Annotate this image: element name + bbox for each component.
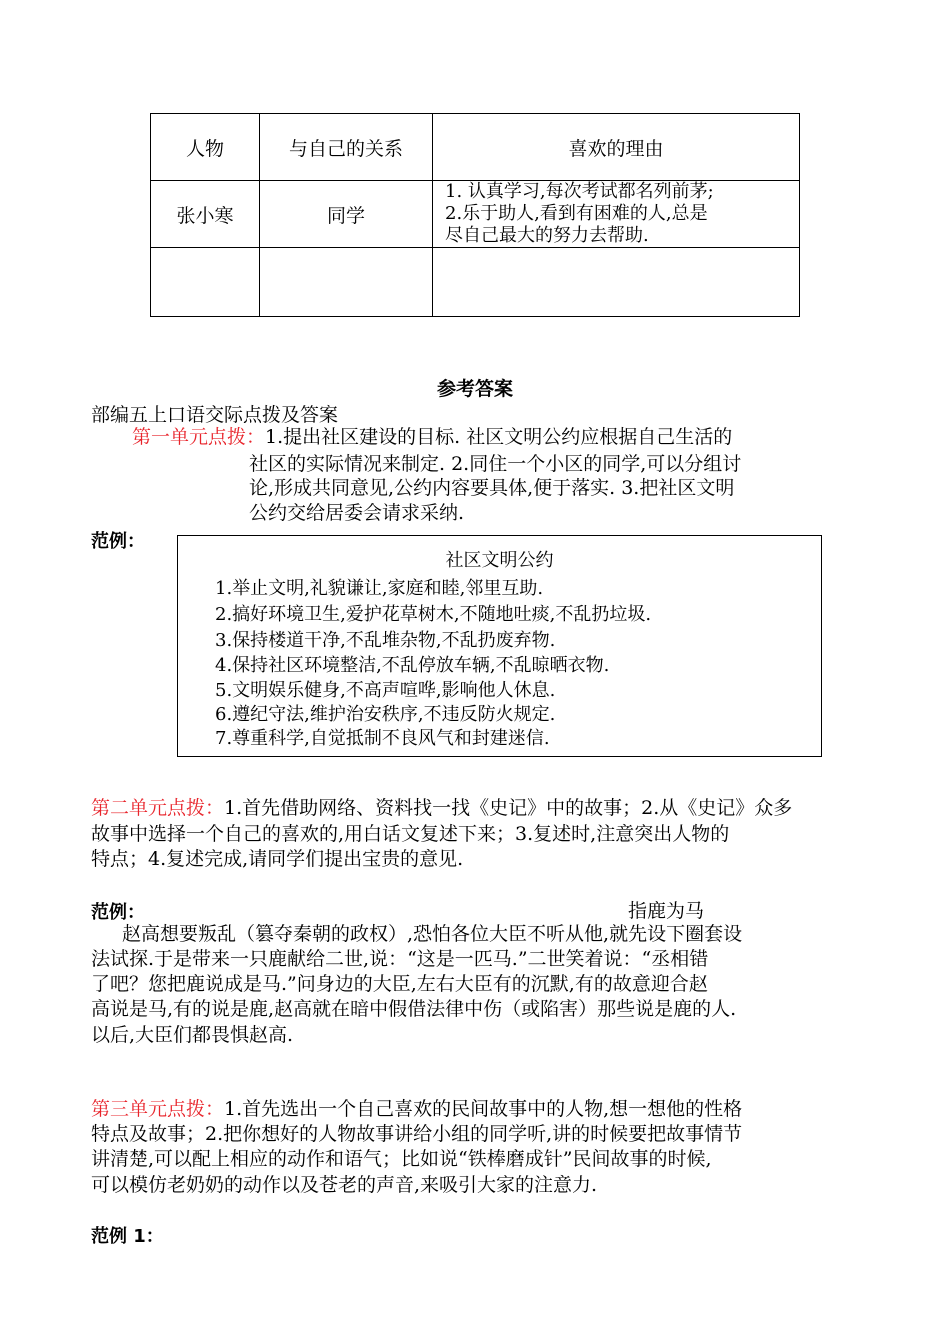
unit3-line: 特点及故事；2.把你想好的人物故事讲给小组的同学听,讲的时候要把故事情节 xyxy=(91,1123,743,1145)
reason-line: 尽自己最大的努力去帮助. xyxy=(445,225,649,246)
example2-label: 范例： xyxy=(91,902,145,923)
cell-name: 张小寒 xyxy=(151,181,260,248)
story-title: 指鹿为马 xyxy=(628,900,705,922)
cell-name xyxy=(151,248,260,317)
convention-item: 3.保持楼道干净,不乱堆杂物,不乱扔废弃物. xyxy=(215,630,556,651)
table-row-empty xyxy=(151,248,800,317)
subtitle: 部编五上口语交际点拨及答案 xyxy=(91,404,339,426)
story-line: 以后,大臣们都畏惧赵高. xyxy=(91,1024,294,1046)
answer-title: 参考答案 xyxy=(436,378,513,400)
cell-reason xyxy=(433,181,800,248)
convention-item: 5.文明娱乐健身,不高声喧哗,影响他人休息. xyxy=(215,680,556,701)
unit3-line: 讲清楚,可以配上相应的动作和语气；比如说“铁棒磨成针”民间故事的时候, xyxy=(91,1148,712,1170)
convention-item: 7.尊重科学,自觉抵制不良风气和封建迷信. xyxy=(215,728,550,749)
table-row xyxy=(151,181,800,248)
header-reason: 喜欢的理由 xyxy=(433,114,800,181)
unit2-line: 故事中选择一个自己的喜欢的,用白话文复述下来；3.复述时,注意突出人物的 xyxy=(91,823,730,845)
cell-reason xyxy=(433,248,800,317)
reason-line: 1. 认真学习,每次考试都名列前茅; xyxy=(445,181,714,202)
convention-item: 1.举止文明,礼貌谦让,家庭和睦,邻里互助. xyxy=(215,578,544,599)
story-line: 了吧？您把鹿说成是马.”问身边的大臣,左右大臣有的沉默,有的故意迎合赵 xyxy=(91,973,708,995)
unit1-line: 第一单元点拨：1.提出社区建设的目标. 社区文明公约应根据自己生活的 xyxy=(132,426,733,448)
example-label: 范例： xyxy=(91,531,145,552)
unit2-label: 第二单元点拨： xyxy=(91,797,225,819)
convention-item: 2.搞好环境卫生,爱护花草树木,不随地吐痰,不乱扔垃圾. xyxy=(215,604,652,625)
favorite-person-table xyxy=(150,113,800,317)
reason-line: 2.乐于助人,看到有困难的人,总是 xyxy=(445,203,708,224)
cell-relation: 同学 xyxy=(260,181,433,248)
header-relation: 与自己的关系 xyxy=(260,114,433,181)
convention-box xyxy=(177,535,822,757)
unit1-label: 第一单元点拨： xyxy=(132,426,266,448)
convention-title: 社区文明公约 xyxy=(445,550,554,571)
unit1-line: 公约交给居委会请求采纳. xyxy=(249,502,465,524)
example3-label: 范例 1： xyxy=(91,1226,164,1247)
unit1-line: 论,形成共同意见,公约内容要具体,便于落实. 3.把社区文明 xyxy=(249,477,735,499)
convention-item: 6.遵纪守法,维护治安秩序,不违反防火规定. xyxy=(215,704,556,725)
unit3-line: 可以模仿老奶奶的动作以及苍老的声音,来吸引大家的注意力. xyxy=(91,1174,598,1196)
unit2-line: 第二单元点拨：1.首先借助网络、资料找一找《史记》中的故事；2.从《史记》众多 xyxy=(91,797,793,819)
header-person: 人物 xyxy=(151,114,260,181)
convention-item: 4.保持社区环境整洁,不乱停放车辆,不乱晾晒衣物. xyxy=(215,655,610,676)
story-line: 高说是马,有的说是鹿,赵高就在暗中假借法律中伤（或陷害）那些说是鹿的人. xyxy=(91,998,737,1020)
story-line: 法试探.于是带来一只鹿献给二世,说：“这是一匹马.”二世笑着说：“丞相错 xyxy=(91,948,709,970)
story-line: 赵高想要叛乱（篡夺秦朝的政权）,恐怕各位大臣不听从他,就先设下圈套设 xyxy=(122,923,743,945)
table-header-row xyxy=(151,114,800,181)
unit3-line: 第三单元点拨：1.首先选出一个自己喜欢的民间故事中的人物,想一想他的性格 xyxy=(91,1098,743,1120)
unit1-line: 社区的实际情况来制定. 2.同住一个小区的同学,可以分组讨 xyxy=(249,453,742,475)
unit3-label: 第三单元点拨： xyxy=(91,1098,225,1120)
unit2-line: 特点；4.复述完成,请同学们提出宝贵的意见. xyxy=(91,848,464,870)
cell-relation xyxy=(260,248,433,317)
